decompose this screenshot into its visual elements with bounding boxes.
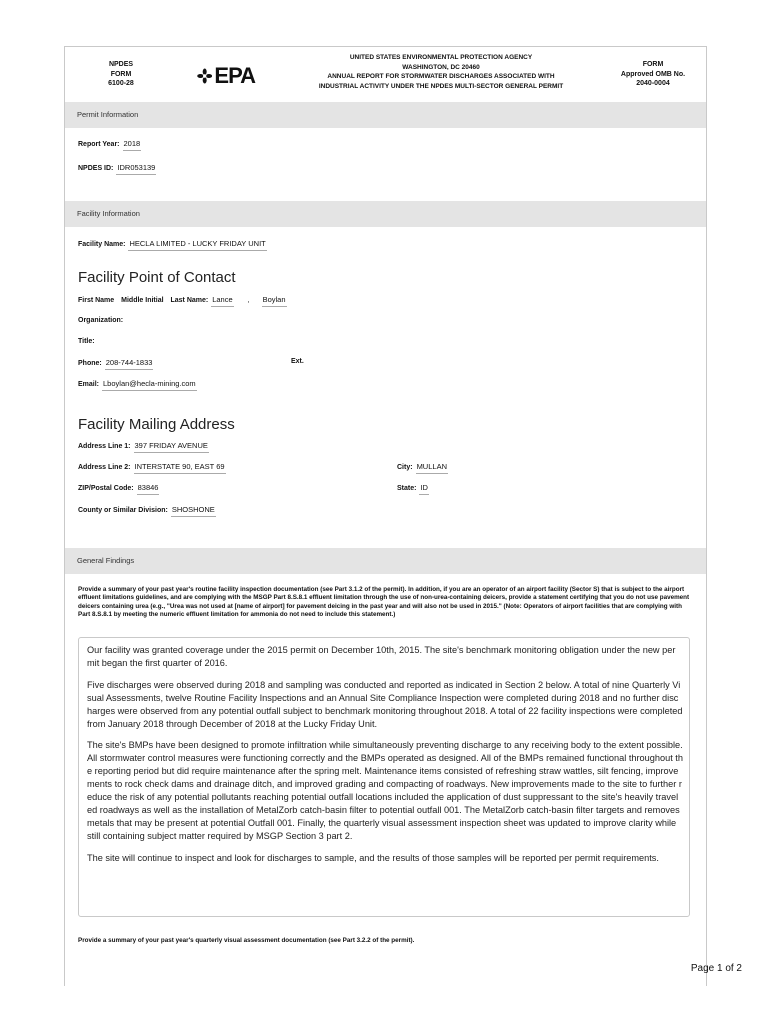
city-label: City:: [397, 464, 413, 471]
county-label: County or Similar Division:: [78, 507, 168, 514]
address-line2-value: INTERSTATE 90, EAST 69: [134, 462, 226, 474]
agency-line: ANNUAL REPORT FOR STORMWATER DISCHARGES ASSOCIATED WITH: [327, 73, 555, 80]
facility-name-value: HECLA LIMITED - LUCKY FRIDAY UNIT: [128, 239, 266, 251]
facility-name-label: Facility Name:: [78, 241, 126, 248]
middle-initial-label: Middle Initial: [121, 297, 164, 304]
ext-label: Ext.: [291, 358, 304, 365]
first-name-value: Lance: [211, 295, 233, 307]
annual-report-form: [64, 46, 707, 986]
address-line1-field: [78, 441, 209, 450]
report-year-value: 2018: [123, 139, 142, 151]
city-field: [397, 462, 448, 471]
findings-answer-textbox[interactable]: [78, 637, 690, 917]
epa-flower-icon: [197, 67, 212, 85]
contact-name-field: [78, 295, 287, 304]
state-value: ID: [419, 483, 429, 495]
form-header: [65, 46, 706, 104]
last-name-label: Last Name:: [170, 297, 209, 304]
zip-field: [78, 483, 159, 492]
omb-line: Approved OMB No.: [620, 70, 686, 78]
address-line1-value: 397 FRIDAY AVENUE: [134, 441, 209, 453]
omb-approval: [613, 60, 693, 89]
epa-wordmark: EPA: [214, 63, 255, 88]
address-line1-label: Address Line 1:: [78, 443, 131, 450]
npdes-line: FORM: [110, 70, 132, 78]
answer-paragraph: Our facility was granted coverage under the 2015 permit on December 10th, 2015. The site's benchmark monitoring obligation under the new permit began the first quarter of 2016.: [87, 645, 676, 668]
answer-paragraph: Five discharges were observed during 2018 and sampling was conducted and reported as indicated in Section 2 below. A total of nine Quarterly Visual Assessments, twelve Routine Facility Inspections and an Annual Site Compliance Inspection were completed during 2018 and no further discharges were observed from any potential outfall subject to benchmark monitoring throughout 2018. A total of 22 facility inspections were completed from January 2018 through December of 2018 at the Lucky Friday Unit.: [87, 679, 683, 729]
page-number: Page 1 of 2: [690, 963, 742, 974]
report-year-field: [78, 139, 141, 148]
omb-line: 2040-0004: [636, 80, 670, 87]
city-value: MULLAN: [416, 462, 448, 474]
phone-field: [78, 358, 153, 367]
answer-paragraph: The site's BMPs have been designed to promote infiltration while simultaneously preventing discharge to any receiving body to the extent possible. All stormwater control measures were functioning correctly and the BMPs operated as designed. All of the BMPs remained functional throughout the reporting period but did require maintenance after the spring melt. Maintenance items consisted of refreshing straw wattles, silt fencing, improvements to rock check dams and drainage ditch, and improved grading and compacting of roadways. New improvements made to the site to further reduce the risk of any potential pollutants reaching potential outfall locations included the application of dust suppressant to the site's heavily traveled roadways as well as the installation of MetalZorb catch-basin filter to potential outfall 001. The MetalZorb catch-basin filter targets and removes metals that may be present at potential Outfall 001. Finally, the quarterly visual assessment inspection sheet was updated to improve clarity while still containing subject matter required by MSGP Section 3 part 2.: [87, 740, 683, 841]
report-year-label: Report Year:: [78, 141, 120, 148]
email-label: Email:: [78, 381, 100, 388]
findings-instruction: Provide a summary of your past year's routine facility inspection documentation (see Part 3.1.2 of the permit). In addition, if you are an operator of an airport facility (Sector S) that is subject to the airport effluent limitations guidelines, and are complying with the MSGP Part 8.S.8.1 effluent limitation through the use of non-urea-containing deicers, provide a statement certifying that you do not use pavement deicers containing urea (e.g., "Urea was not used at [name of airport] for pavement deicing in the past year and will also not be used in 2015." (Note: Operators of airport facilities that are complying with Part 8.S.8.1 by meeting the numeric effluent limitation for ammonia do not need to include this statement.): [78, 586, 690, 619]
omb-line: FORM: [642, 61, 664, 68]
last-name-value: Boylan: [262, 295, 287, 307]
state-label: State:: [397, 485, 417, 492]
section-general-findings: General Findings: [65, 548, 706, 574]
npdes-id-field: [78, 163, 156, 172]
facility-name-field: [78, 239, 267, 248]
agency-line: WASHINGTON, DC 20460: [402, 63, 480, 71]
quarterly-instruction: Provide a summary of your past year's quarterly visual assessment documentation (see Part 3.2.2 of the permit).: [78, 937, 415, 944]
agency-title: [291, 53, 591, 91]
organization-label: Organization:: [78, 317, 124, 324]
mailing-heading: Facility Mailing Address: [78, 416, 235, 433]
section-permit-information: Permit Information: [65, 102, 706, 128]
county-field: [78, 505, 216, 514]
npdes-id-value: IDR053139: [116, 163, 156, 175]
npdes-id-label: NPDES ID:: [78, 165, 114, 172]
npdes-line: 6100-28: [108, 80, 134, 87]
section-facility-information: Facility Information: [65, 201, 706, 227]
email-value: Lboylan@hecla-mining.com: [102, 379, 197, 391]
agency-line: UNITED STATES ENVIRONMENTAL PROTECTION AGENCY: [349, 54, 533, 61]
epa-logo: [197, 63, 255, 89]
address-line2-label: Address Line 2:: [78, 464, 131, 471]
npdes-form-number: [97, 60, 145, 89]
address-line2-field: [78, 462, 226, 471]
title-label: Title:: [78, 338, 95, 345]
state-field: [397, 483, 429, 492]
agency-line: INDUSTRIAL ACTIVITY UNDER THE NPDES MULTI-SECTOR GENERAL PERMIT: [318, 82, 564, 90]
phone-label: Phone:: [78, 360, 102, 367]
email-field: [78, 379, 197, 388]
zip-label: ZIP/Postal Code:: [78, 485, 134, 492]
county-value: SHOSHONE: [171, 505, 216, 517]
zip-value: 83846: [137, 483, 160, 495]
answer-paragraph: The site will continue to inspect and look for discharges to sample, and the results of those samples will be reported per permit requirements.: [87, 852, 659, 863]
name-separator: ,: [247, 297, 250, 304]
contact-heading: Facility Point of Contact: [78, 269, 236, 286]
npdes-line: NPDES: [108, 61, 134, 68]
phone-value: 208-744-1833: [105, 358, 154, 370]
first-name-label: First Name: [78, 297, 115, 304]
